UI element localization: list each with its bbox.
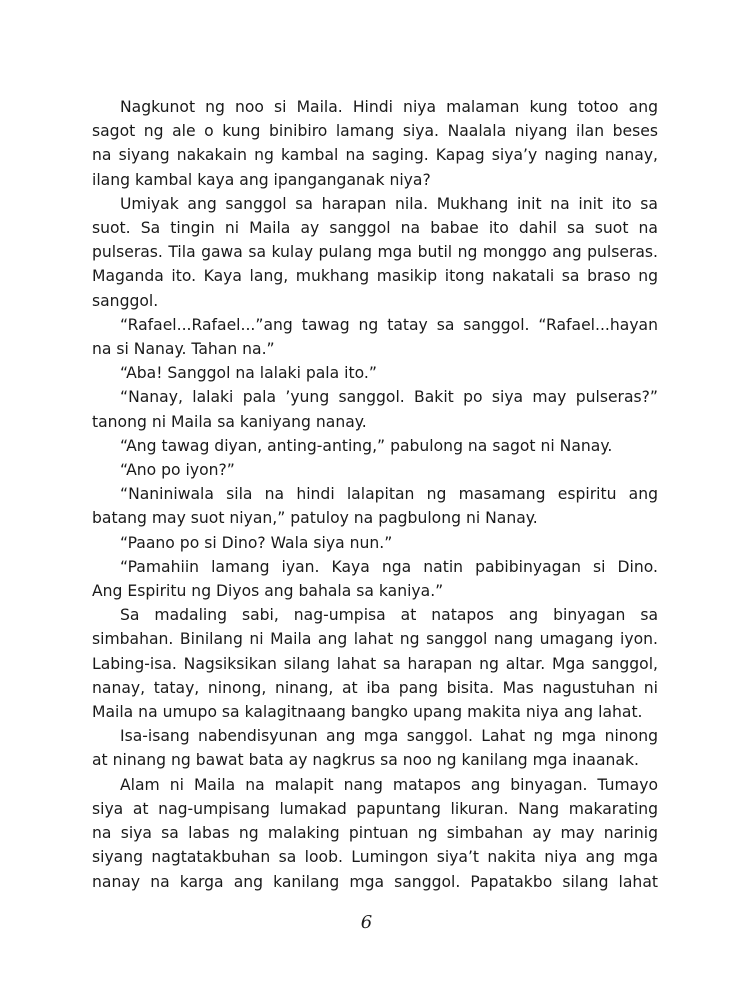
text-line: na siya sa labas ng malaking pintuan ng simbahan ay may narinig xyxy=(92,824,658,843)
text-line: Umiyak ang sanggol sa harapan nila. Mukhang init na init ito sa xyxy=(120,194,658,213)
text-line: Labing-isa. Nagsiksikan silang lahat sa harapan ng altar. Mga sanggol, xyxy=(92,654,658,673)
text-line: tanong ni Maila sa kaniyang nanay. xyxy=(92,412,367,431)
text-line: “Nanay, lalaki pala ’yung sanggol. Bakit po siya may pulseras?” xyxy=(120,388,658,407)
body-text xyxy=(92,95,658,894)
text-line: “Ano po iyon?” xyxy=(120,461,235,480)
text-line: “Ang tawag diyan, anting-anting,” pabulong na sagot ni Nanay. xyxy=(120,436,613,455)
page-number: 6 xyxy=(360,912,373,933)
text-line: sanggol. xyxy=(92,291,159,310)
text-line: siya at nag-umpisang lumakad papuntang likuran. Nang makarating xyxy=(92,799,658,818)
text-line: simbahan. Binilang ni Maila ang lahat ng sanggol nang umagang iyon. xyxy=(92,630,658,649)
text-line: ilang kambal kaya ang ipanganganak niya? xyxy=(92,170,431,189)
text-line: “Naniniwala sila na hindi lalapitan ng masamang espiritu ang xyxy=(120,485,658,504)
text-line: “Pamahiin lamang iyan. Kaya nga natin pabibinyagan si Dino. xyxy=(120,557,658,576)
text-line: Maila na umupo sa kalagitnaang bangko upang makita niya ang lahat. xyxy=(92,703,643,722)
text-line: Isa-isang nabendisyunan ang mga sanggol. Lahat ng mga ninong xyxy=(120,727,658,746)
text-line: “Paano po si Dino? Wala siya nun.” xyxy=(120,533,393,552)
text-line: nanay, tatay, ninong, ninang, at iba pang bisita. Mas nagustuhan ni xyxy=(92,678,658,697)
text-line: na siyang nakakain ng kambal na saging. Kapag siya’y naging nanay, xyxy=(92,146,658,165)
text-line: Alam ni Maila na malapit nang matapos ang binyagan. Tumayo xyxy=(120,775,658,794)
text-line: at ninang ng bawat bata ay nagkrus sa noo ng kanilang mga inaanak. xyxy=(92,751,639,770)
text-line: nanay na karga ang kanilang mga sanggol. Papatakbo silang lahat xyxy=(92,872,658,891)
text-line: batang may suot niyan,” patuloy na pagbulong ni Nanay. xyxy=(92,509,538,528)
text-line: siyang nagtatakbuhan sa loob. Lumingon siya’t nakita niya ang mga xyxy=(92,848,658,867)
text-line: Nagkunot ng noo si Maila. Hindi niya malaman kung totoo ang xyxy=(120,98,658,116)
text-line: Ang Espiritu ng Diyos ang bahala sa kaniya.” xyxy=(92,582,444,601)
text-line: suot. Sa tingin ni Maila ay sanggol na babae ito dahil sa suot na xyxy=(92,219,658,238)
text-line: “Aba! Sanggol na lalaki pala ito.” xyxy=(120,364,377,383)
text-line: na si Nanay. Tahan na.” xyxy=(92,340,275,359)
text-line: “Rafael...Rafael...”ang tawag ng tatay sa sanggol. “Rafael...hayan xyxy=(120,315,658,334)
text-line: pulseras. Tila gawa sa kulay pulang mga butil ng monggo ang pulseras. xyxy=(92,243,658,262)
text-line: Sa madaling sabi, nag-umpisa at natapos ang binyagan sa xyxy=(120,606,658,625)
text-line: Maganda ito. Kaya lang, mukhang masikip itong nakatali sa braso ng xyxy=(92,267,658,286)
text-line: sagot ng ale o kung binibiro lamang siya. Naalala niyang ilan beses xyxy=(92,122,658,141)
